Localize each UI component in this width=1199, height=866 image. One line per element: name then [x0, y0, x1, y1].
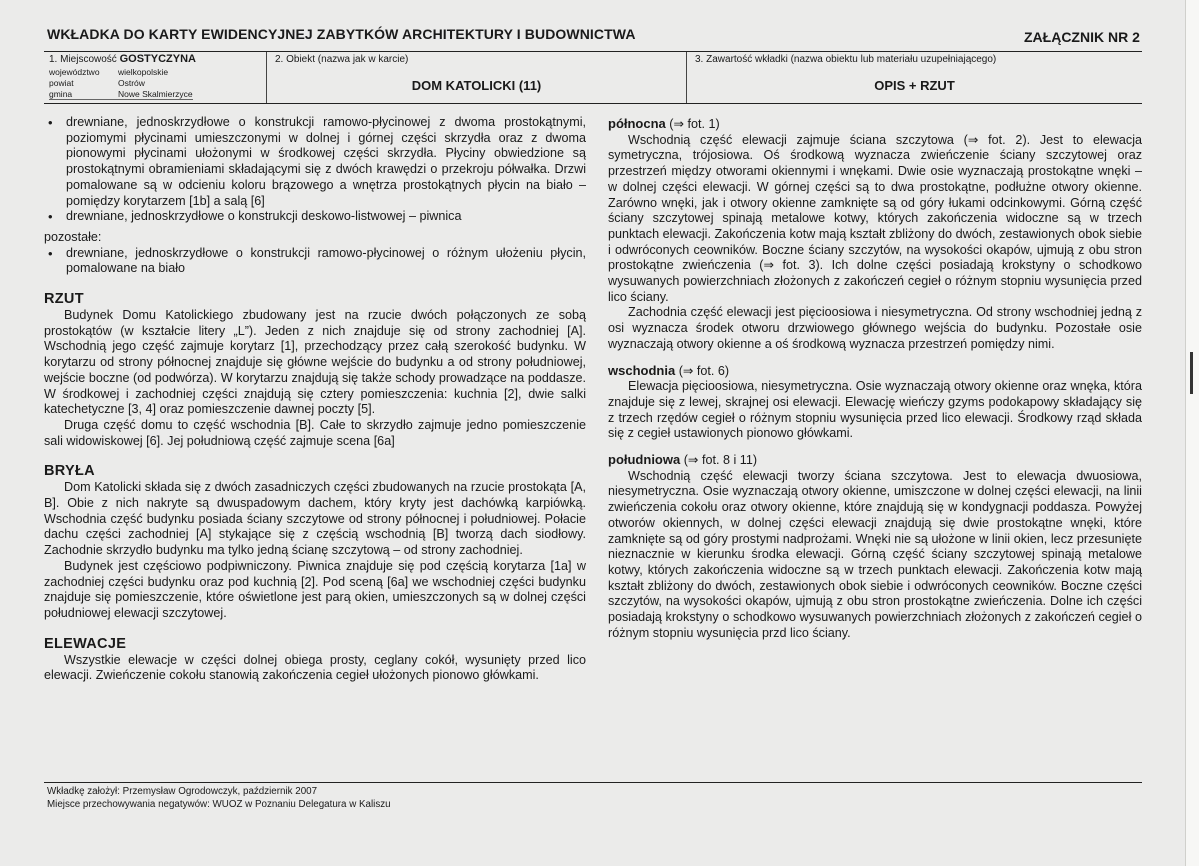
footer-author: Wkładkę założył: Przemysław Ogrodowczyk, październik 2007	[47, 786, 318, 797]
section-heading-rzut: RZUT	[44, 291, 84, 308]
section-heading-bryla: BRYŁA	[44, 463, 95, 480]
location-label-text: 1. Miejscowość	[49, 54, 117, 65]
subsection-east	[608, 363, 1142, 380]
location-row-key: gmina	[49, 89, 118, 100]
photo-reference: (⇒ fot. 8 i 11)	[683, 453, 758, 468]
paragraph: Wschodnią część elewacji tworzy ściana szczytowa. Jest to elewacja dwuosiowa, niesymetryczna. Osie wyznaczają otwory okienne, umiszczone w dolnej części elewacji, na linii zwieńczenia cokołu oraz otwory okienne, które znajdują się w kondygnacji poddasza. Powyżej otworów okiennych, w dolnej części elewacji znajdują się dwie prostokątne wnęki, które zamknięte są od góry prostymi nadprożami. Wnęki nie są ułożone w linii okien, lecz przesunięte nieznacznie w kierunku środka elewacji. Górną część ściany szczytowej spinają metalowe kotwy, których zakończenia widoczne są w trzech punktach elewacji. Zakończenia kotw mają kształt zbliżony do dwóch, zestawionych obok siebie i odwróconych ceowników. Boczne części szczytów, na wysokości okapów, ujmują z obu stron prostokątne zwieńczenia. Dolne ich części posiadają krokstyny o schodkowo wysuwanych powierzchniach złożonych z zakończeń cegieł o różnym stopniu wysunięcia przd lico ściany.	[608, 468, 1142, 640]
right-column	[608, 116, 1142, 642]
content-label: 3. Zawartość wkładki (nazwa obiektu lub materiału uzupełniającego)	[695, 54, 997, 65]
list-item: • drewniane, jednoskrzydłowe o konstrukcji ramowo-płycinowej z dwoma prostokątnymi, poziomymi płycinami umieszczonymi w dolnej i górnej części skrzydła oraz z dwoma pionowymi płycinami ułożonymi w środkowej części skrzydła. Płyciny obwiedzione są prostokątnymi obramieniami składającymi się z dwóch krawędzi o przekroju półwałka. Drzwi pomalowane są w odcieniu koloru brązowego a wnętrza prostokątnych płycin na biało – pomiędzy korytarzem [1b] a salą [6]	[44, 115, 586, 209]
location-row	[49, 67, 168, 77]
others-label: pozostałe:	[44, 229, 102, 244]
location-row-key: województwo	[49, 67, 100, 77]
object-value: DOM KATOLICKI (11)	[411, 78, 542, 93]
photo-reference: (⇒ fot. 1)	[669, 117, 720, 131]
location-row-key: powiat	[49, 78, 74, 88]
section-heading-elewacje: ELEWACJE	[44, 635, 127, 652]
other-doors-list	[44, 246, 586, 277]
paragraph: Budynek Domu Katolickiego zbudowany jest na rzucie dwóch połączonych ze sobą prostokątów (w kształcie litery „L”). Jeden z nich znajduje się od strony zachodniej [A]. Wschodnią jego część zajmuje korytarz [1], przechodzący przez całą szerokość budynku. W korytarzu od strony północnej znajduje się główne wejście do budynku a od strony południowej, wejście boczne (od podwórza). W korytarzu znajdują się także schody prowadzące na poddasze. W środkowej i zachodniej części znajdują się cztery pomieszczenia: kuchnia [2], dwie salki katechetyczne [3, 4] oraz pomieszczenie dawnej poczty [5].	[44, 308, 586, 417]
subsection-heading: wschodnia	[608, 362, 676, 378]
left-column	[44, 115, 586, 684]
paragraph: Wschodnią część elewacji zajmuje ściana szczytowa (⇒ fot. 2). Jest to elewacja symetryczna, trójosiowa. Oś środkową wyznacza zwieńczenie ściany szczytowej oraz przestrzeń między otworami okiennymi i wnękami. Dwie osie wyznaczają prostokątne wnęki – w dolnej części elewacji. W górnej części są to dwa prostokątne, podłużne otwory okienne. Zarówno wnęki, jak i otwory okienne zamknięte są od góry łukami odcinkowymi. Górną część ściany szczytowej spinają metalowe kotwy, których zakończenia widoczne są w trzech punktach elewacji. Zakończenia kotw mają kształt zbliżony do dwóch, zestawionych obok siebie i odwróconych ceowników. Boczne ściany szczytów, na wysokości okapów, ujmują z obu stron prostokątne zwieńczenia (⇒ fot. 3). Ich dolne części posiadają krokstyny o schodkowo wysuwanych powierzchniach złożonych z zakończeń cegieł o różnym stopniu wysunięcia przed lico ściany.	[608, 132, 1142, 304]
object-cell	[267, 52, 687, 103]
scan-mark	[1190, 352, 1193, 394]
location-row-value: Ostrów	[118, 78, 145, 88]
location-row	[49, 89, 193, 100]
subsection-south	[608, 452, 1142, 469]
annex-label: ZAŁĄCZNIK NR 2	[1024, 29, 1140, 45]
content-value: OPIS + RZUT	[874, 78, 955, 93]
paragraph: Druga część domu to część wschodnia [B]. Całe to skrzydło zajmuje jedno pomieszczenie sali widowiskowej [6]. Jej południową część zajmuje scena [6a]	[44, 417, 586, 448]
document-title: WKŁADKA DO KARTY EWIDENCYJNEJ ZABYTKÓW ARCHITEKTURY I BUDOWNICTWA	[47, 26, 636, 42]
subsection-north	[608, 116, 1142, 133]
paragraph: Elewacja pięcioosiowa, niesymetryczna. Osie wyznaczają otwory okienne oraz wnęka, która znajduje się z lewej, skrajnej osi elewacji. Elewację wieńczy gzyms podokapowy składający się z trzech rzędów cegieł o różnym stopniu wysunięcia przed lico elewacji. Środkowy rząd składa się z cegieł ustawionych pionowo główkami.	[608, 379, 1142, 441]
list-item: • drewniane, jednoskrzydłowe o konstrukcji ramowo-płycinowej o różnym ułożeniu płycin, pomalowane na biało	[44, 246, 586, 277]
location-cell	[44, 52, 267, 103]
object-label: 2. Obiekt (nazwa jak w karcie)	[275, 54, 409, 65]
list-item: • drewniane, jednoskrzydłowe o konstrukcji deskowo-listwowej – piwnica	[44, 209, 586, 225]
subsection-heading: północna	[608, 116, 666, 131]
footer-negatives: Miejsce przechowywania negatywów: WUOZ w Poznaniu Delegatura w Kaliszu	[47, 799, 391, 810]
location-row-value: wielkopolskie	[118, 67, 169, 77]
location-label	[49, 53, 196, 65]
subsection-heading: południowa	[608, 452, 681, 468]
paragraph: Budynek jest częściowo podpiwniczony. Piwnica znajduje się pod częścią korytarza [1a] w zachodniej części budynku oraz pod kuchnią [2]. Pod sceną [6a] we wschodniej części budynku znajduje się pomieszczenie, które oświetlone jest parą okien, umieszczonych są w dolnej części południowej elewacji szczytowej.	[44, 558, 586, 620]
location-place: GOSTYCZYNA	[119, 53, 196, 65]
content-cell	[687, 52, 1142, 103]
photo-reference: (⇒ fot. 6)	[678, 363, 730, 378]
location-row-value: Nowe Skalmierzyce	[118, 89, 193, 99]
header-table	[44, 51, 1142, 104]
paragraph: Zachodnia część elewacji jest pięcioosiowa i niesymetryczna. Od strony wschodniej jedną z osi wyznacza środek otworu drzwiowego głównego wejścia do budynku. Pozostałe osie wyznaczają otwory okienne a oś środkową wyznacza przestrzeń pomiędzy nimi.	[608, 305, 1142, 351]
footer-divider	[44, 782, 1142, 783]
scan-edge	[1185, 0, 1199, 866]
door-list	[44, 115, 586, 225]
paragraph: Dom Katolicki składa się z dwóch zasadniczych części zbudowanych na rzucie prostokąta [A, B]. Obie z nich nakryte są dwuspadowym dachem, który kryty jest dachówką karpiówką. Wschodnia część budynku posiada ściany szczytowe od strony północnej i południowej. Połacie dachu części zachodniej [A] stykające się z częścią wschodnią [B] tworzą dach siodłowy. Zachodnie skrzydło budynku ma tylko jedną ścianę szczytową – od strony zachodniej.	[44, 480, 586, 558]
paragraph: Wszystkie elewacje w części dolnej obiega prosty, ceglany cokół, wysunięty przed lico elewacji. Zwieńczenie cokołu stanowią zakończenia cegieł ułożonych pionowo główkami.	[44, 652, 586, 683]
location-row	[49, 78, 145, 88]
